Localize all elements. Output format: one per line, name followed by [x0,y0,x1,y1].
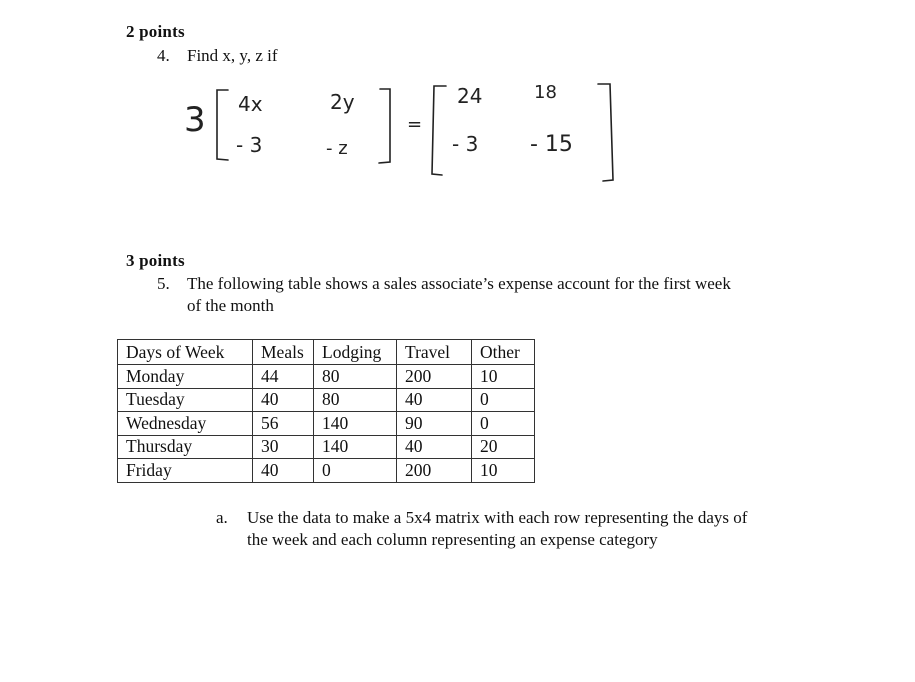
right-matrix-b22: - 15 [530,132,573,157]
q5-prompt-line1: The following table shows a sales associate’s expense account for the first week [187,274,731,293]
header-travel: Travel [397,340,472,365]
right-matrix-b21: - 3 [452,132,479,156]
cell-day: Friday [118,459,253,483]
table-header-row [118,340,535,365]
scalar-three: 3 [184,100,206,140]
cell-travel: 90 [397,412,472,436]
table-row [118,435,535,459]
cell-lodging: 140 [314,412,397,436]
header-other: Other [472,340,535,365]
right-matrix-b11: 24 [457,84,483,108]
left-matrix-a12: 2y [330,90,355,114]
matrix-equation [170,76,630,196]
cell-lodging: 80 [314,365,397,389]
cell-other: 10 [472,365,535,389]
part-a-line1: Use the data to make a 5x4 matrix with each row representing the days of [247,508,748,527]
cell-other: 0 [472,388,535,412]
cell-meals: 56 [253,412,314,436]
cell-other: 10 [472,459,535,483]
header-days-of-week: Days of Week [118,340,253,365]
q4-number: 4. [157,46,170,65]
left-matrix-a11: 4x [238,92,263,116]
part-a-line2: the week and each column representing an expense category [247,530,658,549]
cell-travel: 40 [397,388,472,412]
cell-lodging: 80 [314,388,397,412]
left-matrix-a22: - z [326,138,348,159]
left-matrix-a21: - 3 [236,133,263,157]
cell-lodging: 140 [314,435,397,459]
cell-day: Tuesday [118,388,253,412]
table-row [118,388,535,412]
header-meals: Meals [253,340,314,365]
table-row [118,412,535,436]
q5-number: 5. [157,274,170,293]
cell-travel: 40 [397,435,472,459]
cell-meals: 40 [253,459,314,483]
cell-day: Wednesday [118,412,253,436]
expense-table [117,339,535,483]
table-row [118,365,535,389]
cell-travel: 200 [397,365,472,389]
cell-other: 20 [472,435,535,459]
cell-day: Thursday [118,435,253,459]
header-lodging: Lodging [314,340,397,365]
cell-meals: 40 [253,388,314,412]
cell-lodging: 0 [314,459,397,483]
q4-points: 2 points [126,22,185,41]
part-a-label: a. [216,508,228,527]
q5-points: 3 points [126,251,185,270]
cell-travel: 200 [397,459,472,483]
cell-other: 0 [472,412,535,436]
right-matrix-b12: 18 [534,82,557,103]
cell-day: Monday [118,365,253,389]
table-row [118,459,535,483]
q4-prompt: Find x, y, z if [187,46,278,65]
cell-meals: 30 [253,435,314,459]
q5-prompt-line2: of the month [187,296,274,315]
equals-sign: = [407,114,423,135]
cell-meals: 44 [253,365,314,389]
